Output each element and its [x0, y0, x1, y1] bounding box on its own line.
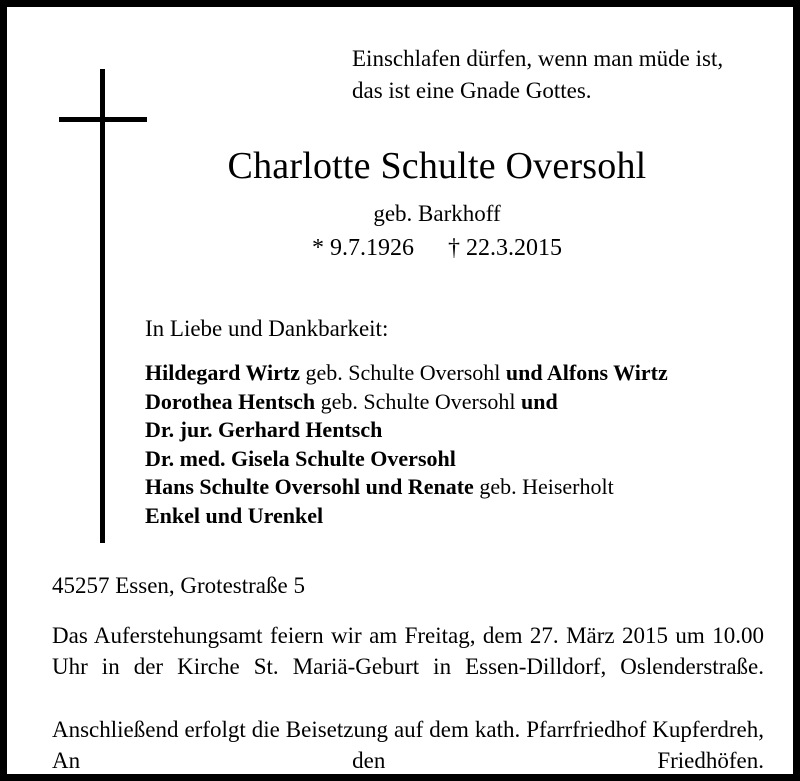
deceased-block — [147, 143, 727, 264]
family-name-bold: Enkel und Urenkel — [145, 502, 324, 528]
family-name-bold: Dr. jur. Gerhard Hentsch — [145, 417, 383, 442]
address-line: 45257 Essen, Grotestraße 5 — [52, 573, 305, 598]
dedication-line: In Liebe und Dankbarkeit: — [145, 316, 389, 341]
family-name-regular: geb. Schulte Oversohl — [315, 388, 521, 414]
family-name-bold: Hildegard Wirtz — [145, 360, 301, 385]
cross-vertical-bar — [100, 69, 105, 543]
burial-paragraph — [52, 714, 764, 781]
family-line — [145, 445, 745, 474]
birth-symbol: * — [312, 235, 324, 261]
family-line — [145, 416, 745, 445]
epigraph-line-2: das ist eine Gnade Gottes. — [352, 78, 592, 103]
cross-horizontal-bar — [59, 117, 147, 122]
family-name-bold: Hans Schulte Oversohl und Renate — [145, 474, 474, 499]
deceased-maiden-name: geb. Barkhoff — [373, 201, 501, 226]
deceased-dates — [147, 232, 727, 264]
birth-date: 9.7.1926 — [330, 235, 414, 261]
family-name-bold: und — [521, 388, 558, 414]
family-name-bold: und Alfons Wirtz — [505, 360, 668, 385]
family-list — [145, 359, 745, 530]
family-line — [145, 502, 745, 531]
epigraph — [352, 43, 772, 107]
burial-text: Anschließend erfolgt die Beisetzung auf dem kath. Pfarrfriedhof Kupferdreh, An den Friedhöfen. — [52, 717, 764, 773]
death-symbol: † — [448, 235, 460, 261]
family-name-bold: Dorothea Hentsch — [145, 388, 316, 414]
family-line — [145, 473, 745, 502]
family-name-regular: geb. Heiserholt — [473, 474, 614, 499]
family-line — [145, 388, 745, 417]
death-date: 22.3.2015 — [466, 235, 562, 261]
deceased-name: Charlotte Schulte Oversohl — [227, 145, 647, 187]
family-name-bold: Dr. med. Gisela Schulte Oversohl — [145, 445, 456, 471]
family-name-regular: geb. Schulte Oversohl — [300, 360, 506, 385]
family-line — [145, 359, 745, 388]
epigraph-line-1: Einschlafen dürfen, wenn man müde ist, — [352, 46, 724, 71]
service-paragraph — [52, 620, 764, 713]
service-text: Das Auferstehungsamt feiern wir am Freitag, dem 27. März 2015 um 10.00 Uhr in der Kirche St. Mariä-Geburt in Essen-Dilldorf, Oslenderstraße. — [52, 623, 764, 679]
